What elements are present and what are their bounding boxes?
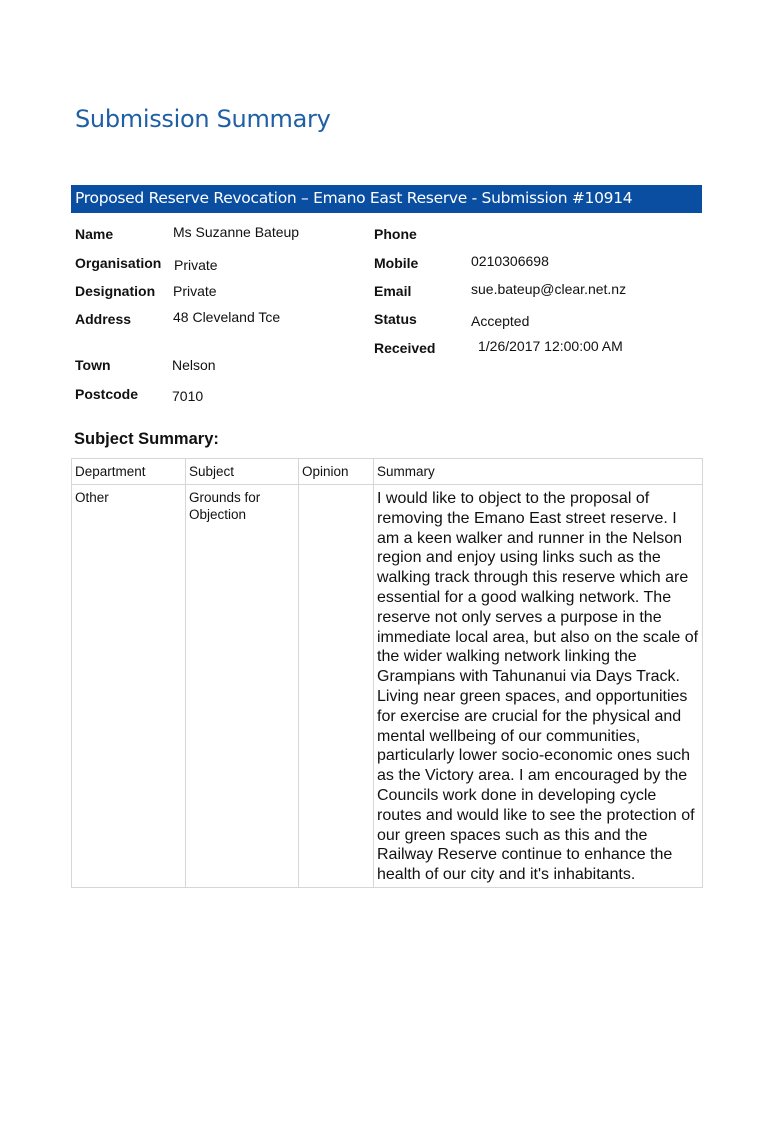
address-value: 48 Cleveland Tce [173, 309, 281, 325]
status-value: Accepted [471, 313, 530, 329]
email-value: sue.bateup@clear.net.nz [471, 281, 627, 297]
organisation-value: Private [174, 257, 218, 273]
phone-label: Phone [374, 226, 417, 242]
row-department: Other [72, 485, 186, 888]
town-label: Town [75, 357, 111, 373]
received-value: 1/26/2017 12:00:00 AM [478, 338, 623, 354]
town-value: Nelson [172, 357, 216, 373]
column-header-subject: Subject [186, 459, 299, 485]
mobile-label: Mobile [374, 255, 419, 271]
column-header-department: Department [72, 459, 186, 485]
email-label: Email [374, 283, 412, 299]
table-header-row [72, 459, 703, 485]
designation-value: Private [173, 283, 217, 299]
address-label: Address [75, 311, 132, 327]
organisation-label: Organisation [75, 255, 162, 271]
column-header-opinion: Opinion [299, 459, 374, 485]
subject-summary-table [71, 458, 703, 888]
postcode-label: Postcode [75, 386, 139, 402]
page-title: Submission Summary [75, 105, 331, 133]
row-subject: Grounds for Objection [186, 485, 299, 888]
submission-banner: Proposed Reserve Revocation – Emano East Reserve - Submission #10914 [71, 185, 702, 213]
mobile-value: 0210306698 [471, 253, 549, 269]
received-label: Received [374, 340, 436, 356]
column-header-summary: Summary [374, 459, 703, 485]
designation-label: Designation [75, 283, 156, 299]
table-row [72, 485, 703, 888]
name-value: Ms Suzanne Bateup [173, 224, 300, 240]
status-label: Status [374, 311, 417, 327]
row-summary: I would like to object to the proposal of removing the Emano East street reserve. I am a keen walker and runner in the Nelson region and enjoy using links such as the walking track through this reserve which are essential for a good walking network. The reserve not only serves a purpose in the immediate local area, but also on the scale of the wider walking network linking the Grampians with Tahunanui via Days Track. Living near green spaces, and opportunities for exercise are crucial for the physical and mental wellbeing of our communities, particularly lower socio-economic ones such as the Victory area. I am encouraged by the Councils work done in developing cycle routes and would like to see the protection of our green spaces such as this and the Railway Reserve continue to enhance the health of our city and it's inhabitants. [374, 485, 703, 888]
name-label: Name [75, 226, 114, 242]
row-opinion [299, 485, 374, 888]
subject-summary-heading: Subject Summary: [74, 430, 219, 448]
postcode-value: 7010 [172, 388, 204, 404]
